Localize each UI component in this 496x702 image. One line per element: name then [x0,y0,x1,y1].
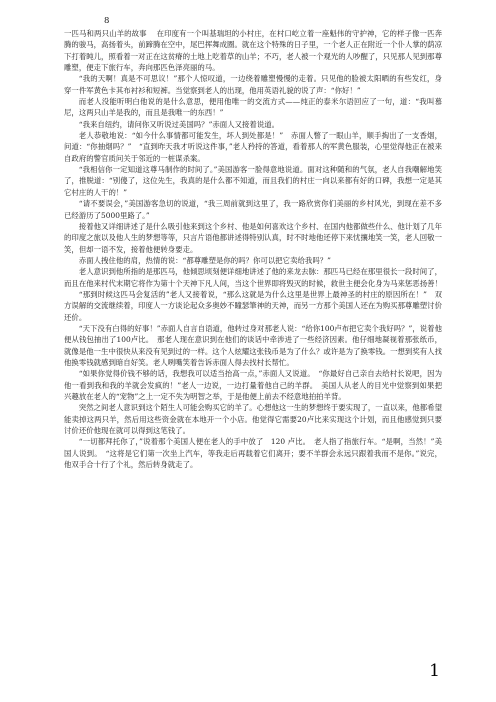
paragraph: “天下没有白得的好事！”赤面人自言自语道，他转过身对那老人说：“给你100卢布把它卖个我好吗？”，说着他便从钱包抽出了100卢比。 那老人现在意识到在他们的谈话中牵涉进了一些经济因素。他仔细地凝视着那张纸币，就像是他一生中很快从来没有见到过的一样。这个人炫耀这张钱币是为了什么？或许是为了换零钱。一想到奖有人找他换零钱就感到暗自好笑。老人咧嘴笑着告诉赤面人得去找村长帮忙。 [64,323,442,367]
paragraph: “一切都拜托你了，”说着那个美国人便在老人的手中放了 120 卢比。 老人指了指旅行车。“是啊，当然！”美国人说到。 “这将是它们第一次坐上汽车，等我走后再载着它们离开；要不羊群会永远只跟着我而不是你。”说完，他双手合十行了个礼，然后转身就走了。 [64,437,442,470]
paragraph: 而老人没能听明白他说的是什么意思，便用他唯一的交流方式——纯正的泰米尔语回应了一句，道：“我叫慕尼，这两只山羊是我的，而且是我唯一的东西！” [64,97,442,118]
page-number-bottom: 1 [429,661,440,681]
paragraph: “那到时候这匹马会复活的”老人又接着说，“那么这就是为什么这里是世界上最神圣的村庄的原因所在！” 双方误解的交流继续着，印度人一方谈论起众多奥妙不瞳瑟筆神的天神，而另一方那个美国人还在为购买那尊雕塑讨价还价。 [64,289,442,322]
paragraph: 接着他又详细讲述了是什么吸引他来到这个乡村、他是如何喜欢这个乡村、在国内他都做些什么、他计划了几年的印度之旅以及他人生的梦想等等，只言片语他都讲述得特别认真，时不时地他还停下来忧攘地笑一笑，老人回敬一笑，但却一语不发，接着他便转身要走。 [64,221,442,254]
paragraph: 赤面人拽住他的肩，热情的说：“都尊雕塑是你的吗？你可以把它卖给我吗？” [78,255,331,265]
paragraph: “请不要误会，”美国游客急切的说道，“我三周前就到这里了，我一路欣赏你们美丽的乡村风光，到现在差不多已经游历了5000里路了。” [64,199,442,220]
paragraph: 老人恭敬地说：“如今什么事情都可能发生，坏人到处都是！” 赤面人瞥了一眼山羊，顺手掏出了一支香烟，问道：“你抽烟吗？” “直到昨天我才听说这件事，”老人矜持的答道，看着那人的军黄色服装，心里觉得他正在被来自政府的警官质问关于邻近的一桩谋杀案。 [64,131,442,163]
paragraph: 一匹马和两只山羊的故事 在印度有一个叫基瑞坦的小村庄，在村口屹立着一座魁伟的守护神，它的样子像一匹奔腾的骏马，高扬着头，前蹄腾在空中，尾巴挥舞成圈。就在这个特殊的日子里，一个老人正在附近一个仆人掌的荫凉下打着盹儿，照看着一对正在这贫瘠的土地上吃着草的山羊；不巧，老人被一个观光的人吵醒了，只见那人见到那尊雕塑，便走下旅行车，奔向那匹色泽亮丽的马。 [64,29,442,73]
paragraph: “我相信你一定知道这尊马制作的时间了。”美国游客一脸得意地说道。面对这种随和的气氛，老人自我嘲解地笑了，推脱道：“别傻了，这位先生，我真的是什么都不知道，而且我们的村庄一向以来都有好的口碑，我想一定是其它村庄的人干的！” [64,165,442,197]
page-number-top: 8 [104,16,110,26]
paragraph: 突然之间老人意识到这个陌生人可能会购买它的羊了。心想他这一生的梦想终于要实现了，一直以来，他都希望能卖掉这两只羊，然后用这些资金就在本地开一个小店。他觉得它需要20卢比来实现这个计划，而且他感觉到只要讨价还价他现在就可以得到这笔钱了。 [64,403,442,436]
paragraph: “我来自纽约，请问你又听说过美国吗？”赤面人又接着说道。 [78,119,280,129]
paragraph: 老人意识到他所指的是那匹马，他倾思顷刻便详细地讲述了他的来龙去脉：那匹马已经在那里很长一段时间了，而且在他来村代末期它将作为第十个天神下凡人间，当这个世界即将毁灭的时候，救世主便会化身为马来惩恶扬善！ [64,267,442,288]
paragraph: “我的天啊！真是不可思议！”那个人惊叹道，一边绕着雕塑慢慢的走着。只见他的脸被太阳晒的有些发红，身穿一件军黄色卡其布衬衫和短裤。当觉察到老人的出现，他用英语礼貌的说了声：“你好！” [64,74,442,95]
story-text [64,28,442,470]
paragraph: “如果你觉得价钱不够的话，我想我可以适当抬高一点，”赤面人又说道。 “你最好自己亲自去给村长说吧，因为他一看到我和我的羊就会发疯的！”老人一边说，一边打量着他自己的羊群。 美国人从老人的目光中觉察到如果把兴趣放在老人的“宠物”之上一定不失为明智之举，于是他便上前去不经意地拍拍羊背。 [64,369,442,401]
